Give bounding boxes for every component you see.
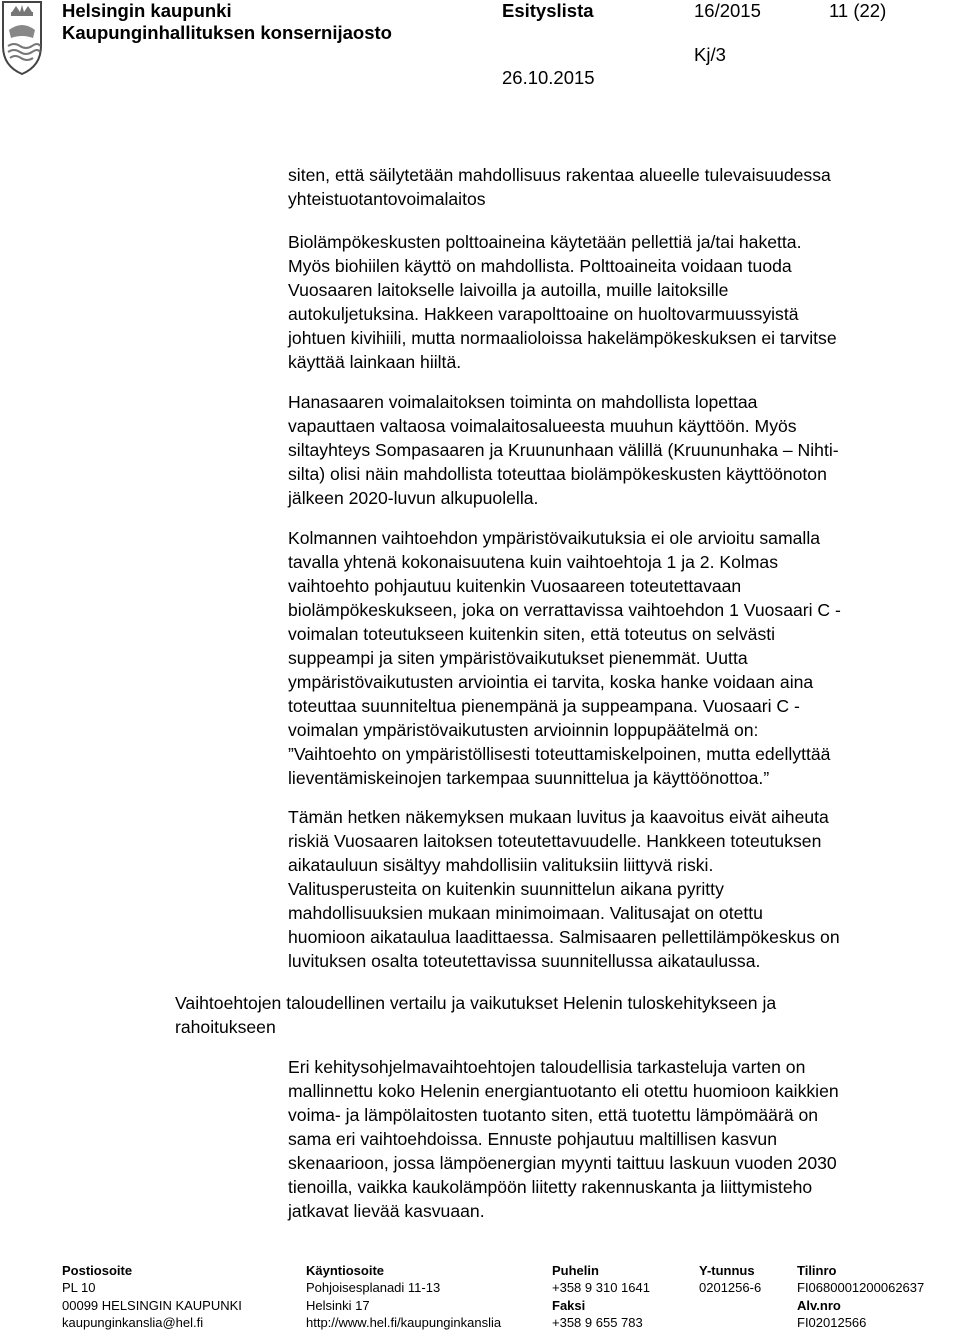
text-line: voimalan ympäristövaikutusten arvioinnin loppupäätelmä on:	[288, 720, 759, 740]
text-line: jälkeen 2020-luvun alkupuolella.	[288, 488, 539, 508]
org-name: Helsingin kaupunki	[62, 0, 232, 21]
doc-number: 16/2015	[694, 0, 761, 21]
text-line: yhteistuotantovoimalaitos	[288, 189, 486, 209]
footer-label: Puhelin	[552, 1263, 599, 1278]
text-line: silta) olisi näin mahdollista toteuttaa biolämpökeskusten käyttöönoton	[288, 464, 827, 484]
text-line: jatkavat lievää kasvuaan.	[288, 1201, 485, 1221]
text-line: vapauttaen valtaosa voimalaitosalueesta muuhun käyttöön. Myös	[288, 416, 797, 436]
text-line: siten, että säilytetään mahdollisuus rakentaa alueelle tulevaisuudessa	[288, 165, 831, 185]
text-line: tavalla yhtenä kokonaisuutena kuin vaihtoehtoja 1 ja 2. Kolmas	[288, 552, 779, 572]
footer-value: Pohjoisesplanadi 11-13	[306, 1280, 441, 1296]
text-line: riskiä Vuosaaren laitoksen toteutettavuudelle. Hankkeen toteutuksen	[288, 831, 822, 851]
helsinki-crest-logo	[0, 0, 44, 76]
paragraph-6	[288, 1055, 950, 1223]
footer-label: Postiosoite	[62, 1263, 133, 1278]
footer-value: 0201256-6	[699, 1280, 762, 1296]
heading-line: Vaihtoehtojen taloudellinen vertailu ja vaikutukset Helenin tuloskehitykseen ja	[175, 993, 777, 1013]
footer-value: +358 9 655 783	[552, 1314, 643, 1330]
footer-url[interactable]: http://www.hel.fi/kaupunginkanslia	[306, 1314, 502, 1330]
footer-postal	[62, 1262, 242, 1331]
meeting-date: 26.10.2015	[502, 67, 595, 88]
text-line: voima- ja lämpölaitosten tuotanto siten, että tuotettu lämpömäärä on	[288, 1105, 819, 1125]
text-line: ympäristövaikutusten arviointia ei tarvita, koska hanke voidaan aina	[288, 672, 814, 692]
text-line: Kolmannen vaihtoehdon ympäristövaikutuksia ei ole arvioitu samalla	[288, 528, 821, 548]
text-line: biolämpökeskukseen, joka on verrattavissa vaihtoehdon 1 Vuosaari C -	[288, 600, 841, 620]
footer-ytunnus	[699, 1262, 761, 1297]
footer-label: Faksi	[552, 1297, 586, 1313]
footer-value: Helsinki 17	[306, 1297, 370, 1313]
text-line: käyttää lainkaan hiiltä.	[288, 352, 462, 372]
heading-line: rahoitukseen	[175, 1017, 276, 1037]
text-line: huomioon aikataulua laadittaessa. Salmisaaren pellettilämpökeskus on	[288, 927, 840, 947]
text-line: vaihtoehto pohjautuu kuitenkin Vuosaareen toteutettavaan	[288, 576, 742, 596]
text-line: Eri kehitysohjelmavaihtoehtojen taloudellisia tarkasteluja varten on	[288, 1057, 806, 1077]
footer-account	[797, 1262, 924, 1331]
footer-email[interactable]: kaupunginkanslia@hel.fi	[62, 1314, 204, 1330]
paragraph-3	[288, 390, 950, 510]
text-line: Tämän hetken näkemyksen mukaan luvitus ja kaavoitus eivät aiheuta	[288, 807, 829, 827]
footer-value: 00099 HELSINGIN KAUPUNKI	[62, 1297, 242, 1313]
paragraph-1	[288, 163, 950, 211]
footer-value: PL 10	[62, 1280, 96, 1296]
text-line: sama eri vaihtoehdoissa. Ennuste pohjautuu maltillisen kasvun	[288, 1129, 777, 1149]
footer-value: +358 9 310 1641	[552, 1280, 650, 1296]
footer-label: Alv.nro	[797, 1297, 841, 1313]
dept-name: Kaupunginhallituksen konsernijaosto	[62, 22, 392, 43]
text-line: luvituksen osalta toteutettavissa suunnitellussa aikataulussa.	[288, 951, 761, 971]
footer-phone	[552, 1262, 650, 1331]
paragraph-2	[288, 230, 950, 374]
footer-label: Tilinro	[797, 1263, 837, 1278]
footer-value: FI02012566	[797, 1314, 867, 1330]
text-line: toteuttaa suunniteltua pienempänä ja suppeampana. Vuosaari C -	[288, 696, 800, 716]
paragraph-5	[288, 805, 950, 973]
text-line: Vuosaaren laitokselle laivoilla ja autoilla, muille laitoksille	[288, 280, 729, 300]
doc-type: Esityslista	[502, 0, 594, 21]
footer-label: Y-tunnus	[699, 1263, 755, 1278]
footer-visit	[306, 1262, 501, 1331]
text-line: siltayhteys Sompasaaren ja Kruununhaan välillä (Kruununhaka – Nihti-	[288, 440, 839, 460]
text-line: Biolämpökeskusten polttoaineina käytetään pellettiä ja/tai haketta.	[288, 232, 802, 252]
text-line: tienoilla, vaikka kaukolämpöön liitetty rakennuskanta ja liittymisteho	[288, 1177, 813, 1197]
text-line: lieventämiskeinojen tarkempaa suunnittelua ja käyttöönottoa.”	[288, 768, 770, 788]
section-code: Kj/3	[694, 44, 726, 65]
footer-label: Käyntiosoite	[306, 1263, 385, 1278]
text-line: Valitusperusteita on kuitenkin suunnittelun aikana pyritty	[288, 879, 724, 899]
text-line: autokuljetuksina. Hakkeen varapolttoaine on huoltovarmuussyistä	[288, 304, 799, 324]
text-line: johtuen kivihiili, mutta normaalioloissa hakelämpökeskuksen ei tarvitse	[288, 328, 837, 348]
text-line: suppeampi ja siten ympäristövaikutukset pienemmät. Uutta	[288, 648, 748, 668]
text-line: Myös biohiilen käyttö on mahdollista. Polttoaineita voidaan tuoda	[288, 256, 792, 276]
text-line: mahdollisuuksien mukaan minimoimaan. Valitusajat on otettu	[288, 903, 763, 923]
text-line: voimalan toteutukseen kuitenkin siten, että toteutus on selvästi	[288, 624, 776, 644]
paragraph-4	[288, 526, 950, 790]
text-line: mallinnettu koko Helenin energiantuotanto eli otettu huomioon kaikkien	[288, 1081, 839, 1101]
text-line: Hanasaaren voimalaitoksen toiminta on mahdollista lopettaa	[288, 392, 758, 412]
text-line: skenaarioon, jossa lämpöenergian myynti taittuu laskuun vuoden 2030	[288, 1153, 837, 1173]
page-number: 11 (22)	[829, 0, 887, 21]
text-line: ”Vaihtoehto on ympäristöllisesti toteuttamiskelpoinen, mutta edellyttää	[288, 744, 831, 764]
section-heading	[175, 991, 935, 1039]
text-line: aikatauluun sisältyy mahdollisiin valituksiin liittyvä riski.	[288, 855, 714, 875]
footer-value: FI0680001200062637	[797, 1280, 925, 1296]
